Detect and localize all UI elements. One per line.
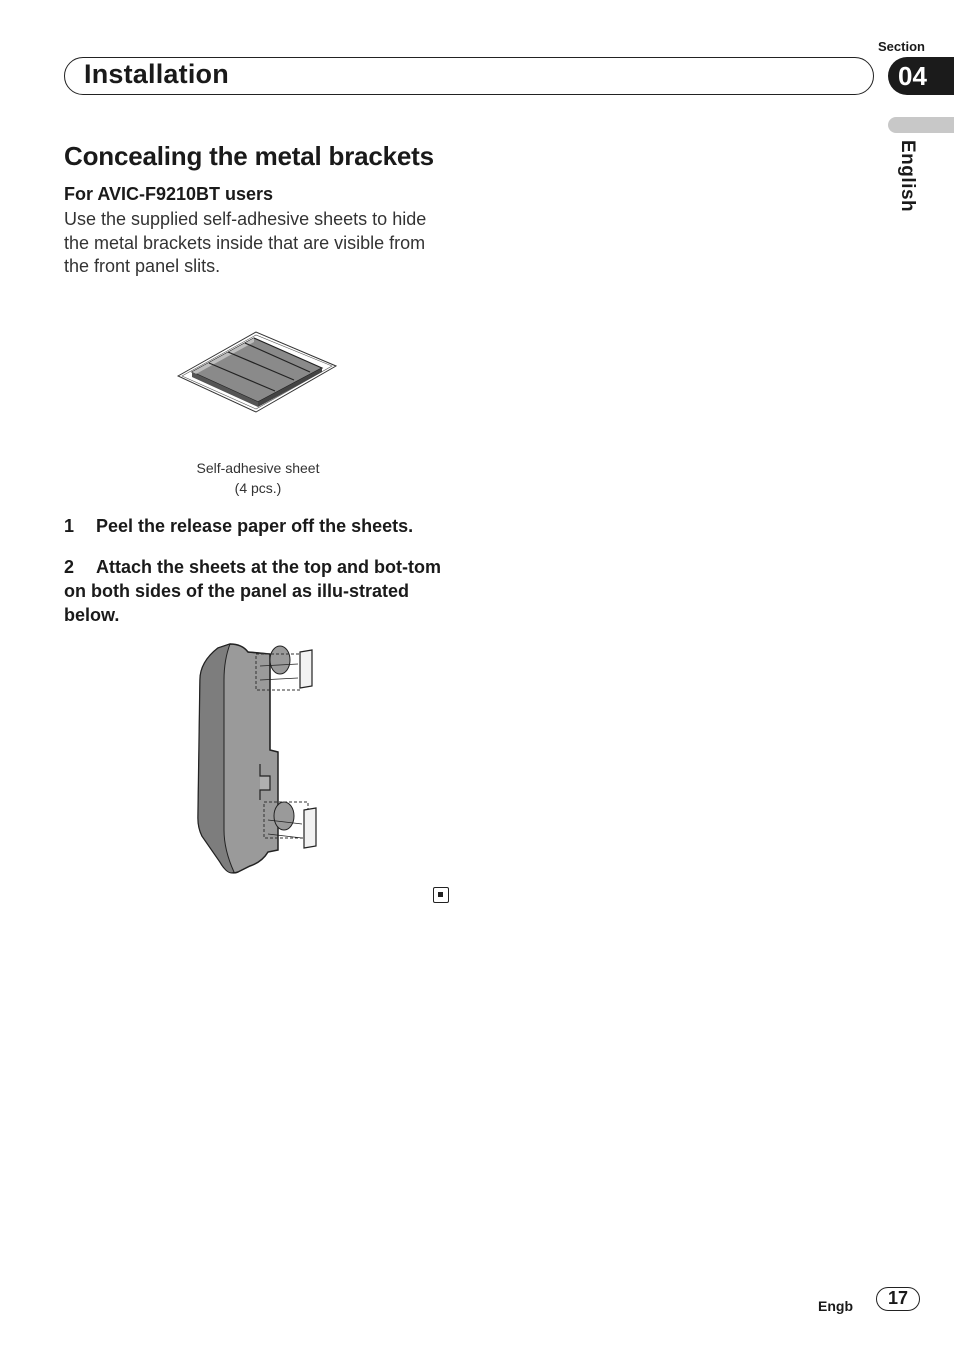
section-number-tab: 04 [888, 57, 954, 95]
section-title: Installation [84, 59, 229, 89]
step-text: Peel the release paper off the sheets. [96, 516, 414, 536]
footer-language-code: Engb [818, 1298, 853, 1314]
body-paragraph: Use the supplied self-adhesive sheets to hide the metal brackets inside that are visible from the front panel slits. [64, 209, 427, 276]
language-tab [888, 117, 954, 133]
caption-line-2: (4 pcs.) [234, 480, 282, 496]
step-number: 2 [64, 557, 75, 577]
language-label: English [897, 140, 918, 213]
step-2 [64, 555, 444, 627]
page-heading: Concealing the metal brackets [64, 141, 434, 171]
step-text: Attach the sheets at the top and bot-tom on both sides of the panel as illu-strated below. [64, 557, 442, 625]
caption-line-1: Self-adhesive sheet [196, 460, 320, 476]
subheading: For AVIC-F9210BT users [64, 184, 274, 204]
panel-bracket-illustration [190, 640, 330, 880]
end-of-section-icon [433, 887, 449, 903]
step-1 [64, 514, 444, 538]
section-label: Section [878, 39, 925, 54]
self-adhesive-sheet-illustration [176, 328, 338, 418]
figure-caption [158, 458, 358, 498]
page-number: 17 [876, 1287, 920, 1311]
step-number: 1 [64, 516, 75, 536]
